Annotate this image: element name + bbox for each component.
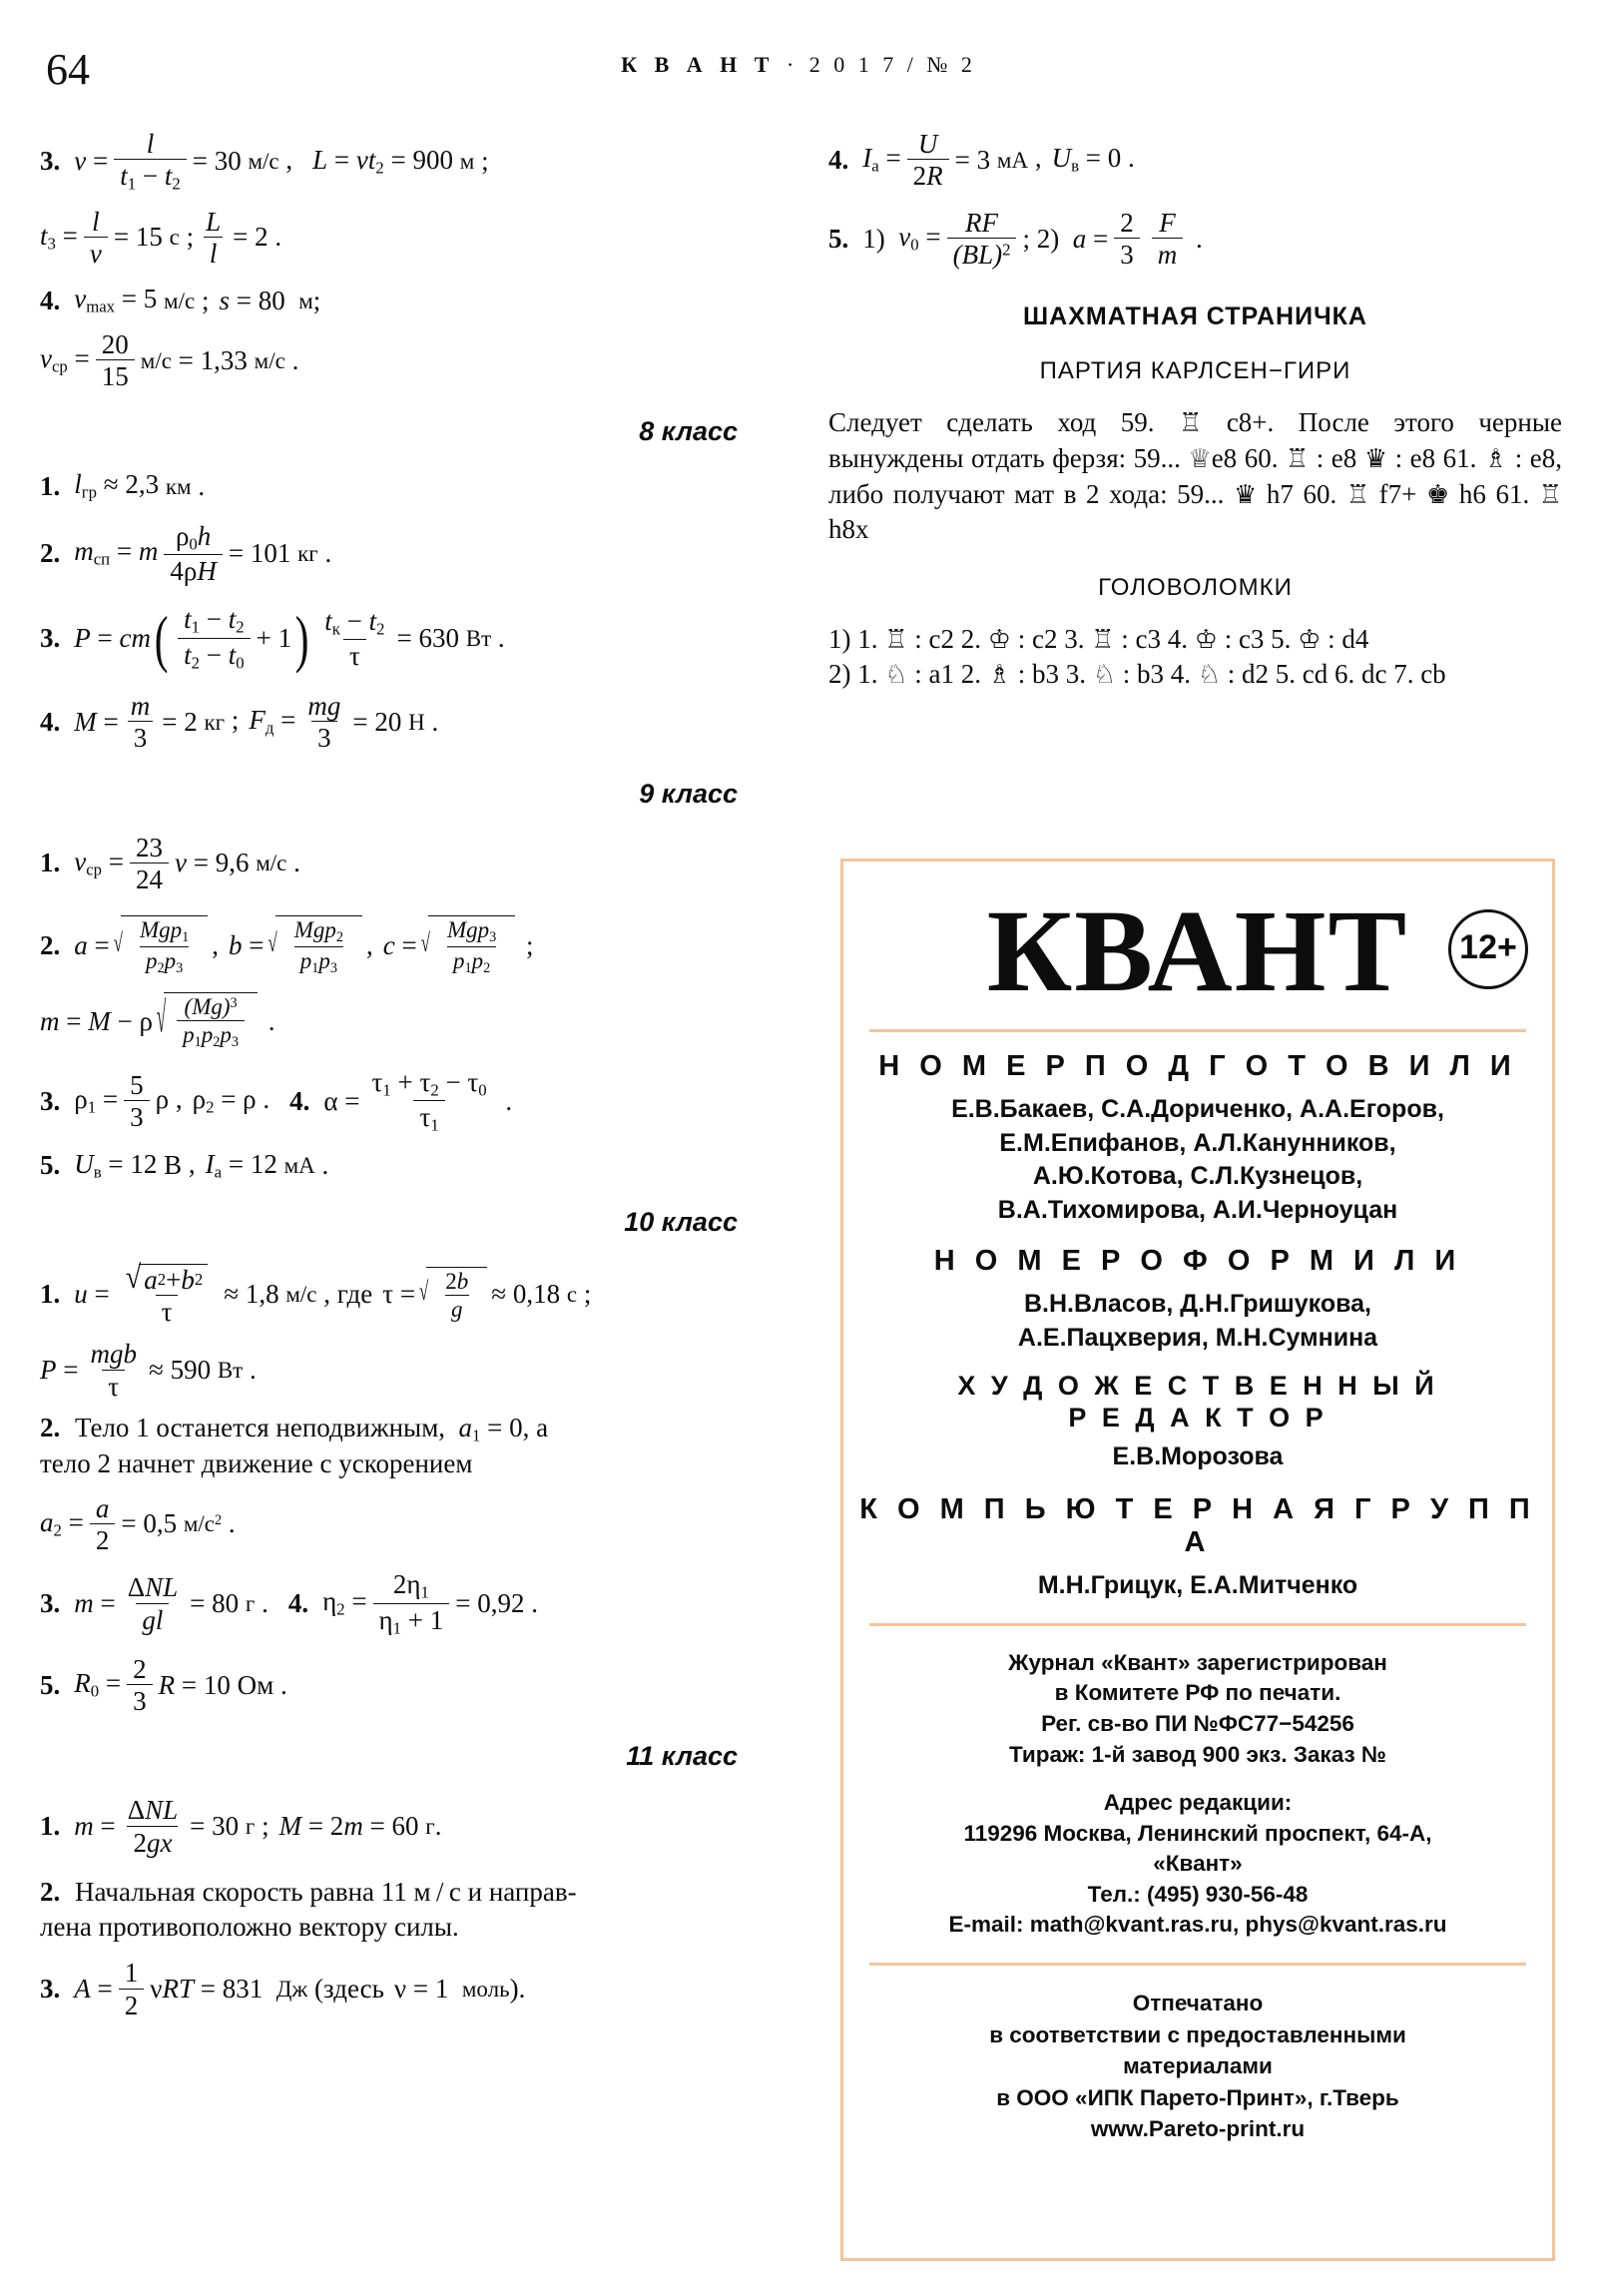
value-Ll: 2 xyxy=(255,222,268,253)
item-number: 1. xyxy=(40,1278,61,1309)
item-number: 2. xyxy=(40,538,61,569)
fraction-numerator: 20 xyxy=(101,328,129,359)
sub-part-2: 2) xyxy=(1036,223,1060,254)
grade10-item-1: 1. u = √ a 2 + b 2 τ ≈ 1,8 м/с , где τ = √ $\frac{2b}{g}$ ≈ 0,18 с ; xyxy=(40,1260,592,1328)
grade9-item-2-cont: m = M − ρ √ $\frac{(Mg)^3}{p_1p_2p_3}$ . xyxy=(40,991,275,1051)
unit-W: Вт xyxy=(217,1358,244,1384)
chess-move-text: 2) 1. xyxy=(828,659,885,690)
fraction-20-over-15 xyxy=(96,330,135,391)
chess-move-text: : c3 5. xyxy=(1217,623,1299,654)
grade10-item-2-formula: $a_2$ = $\frac{a}{2}$ = 0,5 $м/с^2$ . xyxy=(40,1492,236,1555)
grade10-item-3-4: 3. m = $\frac{\text{ΔNL}}{gl}$ = 80 г . 4. $\eta_2$ = $\frac{2\eta_1}{\eta_1 + 1}$ = 0,92 . xyxy=(40,1569,539,1638)
value-v: 30 xyxy=(214,146,242,177)
credit-line: А.Е.Пацхверия, М.Н.Сумнина xyxy=(1017,1323,1378,1352)
fraction-rho0h-over-4rhoH: $\frac{\rho_0h}{4\rho H}$ xyxy=(164,522,222,586)
grade11-item-1: 1. m = $\frac{\text{ΔNL}}{2gx}$ = 30 г ; M = 2m = 60 г . xyxy=(40,1795,442,1858)
credit-line: В.Н.Власов, Д.Н.Гришукова, xyxy=(1024,1290,1371,1318)
value-Uv: 0 xyxy=(1107,143,1122,174)
item-number: 4. xyxy=(289,1085,310,1116)
chess-piece-icon: ♖ xyxy=(884,624,908,655)
legal-line: в Комитете РФ по печати. xyxy=(1054,1680,1341,1706)
chess-piece-icon: ♘ xyxy=(1092,660,1116,691)
chess-move-text: : d2 5. cd 6. dc 7. cb xyxy=(1220,659,1446,690)
chess-piece-icon: ♚ xyxy=(1426,479,1450,510)
chess-piece-icon: ♛ xyxy=(1363,444,1388,475)
chess-move-text: h7 60. xyxy=(1257,478,1346,509)
legal-line: Тираж: 1-й завод 900 экз. Заказ № xyxy=(1008,1741,1387,1767)
art-editor-heading-line2: Р Е Д А К Т О Р xyxy=(1068,1402,1328,1433)
value-vmax: 5 xyxy=(143,284,158,314)
value-M8: 2 xyxy=(184,706,198,737)
unit-ms: м/с xyxy=(140,347,172,373)
value-vsr9: 9,6 xyxy=(215,848,250,878)
logo-text: КВАНТ xyxy=(986,885,1409,1016)
fraction-5-over-3 xyxy=(124,1071,150,1132)
chess-piece-icon: ♗ xyxy=(1483,444,1508,475)
grade8-item-1: 1. $l_{гр} \approx 2,3$ км . xyxy=(40,469,206,503)
age-rating-badge: 12+ xyxy=(1448,909,1528,989)
right-column xyxy=(828,130,1562,693)
answer-item-3-cont: $t_3$ = $\frac{l}{v}$ = 15 с ; $\frac{L}{l}$ = 2 . xyxy=(40,206,282,269)
value-a2: 0,5 xyxy=(143,1508,178,1539)
grade9-item-3-4: 3. $\rho_1$ = $\frac{5}{3}$ ρ , $\rho_2 = \rho$ . 4. α = $\frac{\tau_1 + \tau_2 - \tau_0}{\tau_1}$ . xyxy=(40,1067,513,1136)
item-number: 3. xyxy=(40,623,61,654)
prepared-by-heading: Н О М Е Р П О Д Г О Т О В И Л И xyxy=(878,1050,1517,1082)
value-vsr: 1,33 xyxy=(200,344,248,375)
prepared-by-names xyxy=(857,1093,1538,1227)
chess-piece-icon: ♛ xyxy=(1234,479,1258,510)
value-A11: 831 xyxy=(222,1974,264,2005)
value-t3: 15 xyxy=(135,222,163,253)
address-line: E-mail: math@kvant.ras.ru, phys@kvant.ras.ru xyxy=(948,1912,1447,1938)
magazine-title: К В А Н Т xyxy=(621,52,776,77)
print-line: в ООО «ИПК Парето-Принт», г.Тверь xyxy=(996,2084,1399,2110)
fraction-mg-over-3: $\frac{mg}{3}$ xyxy=(307,690,341,754)
print-line: www.Pareto-print.ru xyxy=(1090,2116,1306,2142)
chess-piece-icon: ♖ xyxy=(1345,479,1370,510)
fraction-l-over-v: $\frac{l}{v}$ xyxy=(84,208,108,269)
fraction-U-over-2R: $\frac{U}{2R}$ xyxy=(907,130,949,191)
fraction-dNL-over-2gx: $\frac{\text{ΔNL}}{2gx}$ xyxy=(127,1795,179,1858)
unit-ms: м/с xyxy=(254,347,285,373)
grade8-item-3: 3. P = cm ( $\frac{t_1 - t_2}{t_2 - t_0}$ + 1 ) $\frac{t_к - t_2}{\tau}$ = 630 Вт . xyxy=(40,602,505,674)
item-number: 3. xyxy=(40,1588,61,1618)
unit-m: м xyxy=(459,149,475,175)
chess-move-text: : c3 4. xyxy=(1114,623,1195,654)
grade8-item-2: 2. $m_{сп} = m$ $\frac{\rho_0h}{4\rho H}$ = 101 кг . xyxy=(40,520,332,586)
value-eta2: 0,92 xyxy=(477,1588,525,1618)
paragraph-text-line2: тело 2 начнет движение с ускорением xyxy=(40,1448,473,1479)
designed-by-heading: Н О М Е Р О Ф О Р М И Л И xyxy=(933,1245,1462,1277)
item-number: 5. xyxy=(40,1150,61,1181)
item-number: 4. xyxy=(40,285,61,315)
paragraph-text-line2: лена противоположно вектору силы. xyxy=(40,1912,459,1943)
item-number: 1. xyxy=(40,471,61,502)
grade11-item-3: 3. A = $\frac{1}{2}$ νRT = 831 Дж (здесь ν = 1 моль ). xyxy=(40,1958,526,2020)
fraction-mgb-over-tau: $\frac{\text{mgb}}{\tau}$ xyxy=(90,1339,137,1402)
value-P10: 590 xyxy=(170,1355,212,1386)
value-R0: 10 xyxy=(203,1669,231,1700)
chess-piece-icon: ♖ xyxy=(1179,408,1203,439)
credit-line: Е.М.Епифанов, А.Л.Канунников, xyxy=(999,1128,1396,1157)
grade9-item-1: 1. $v_{ср}$ = $\frac{23}{24}$ v = 9,6 м/с . xyxy=(40,832,300,894)
answer-item-5-right: 5. 1) $v_0$ = $\frac{RF}{(BL)^2}$ ; 2) a = $\frac{2}{3}$ $\frac{F}{m}$ . xyxy=(828,207,1203,271)
divider-rule-2 xyxy=(869,1623,1526,1626)
fraction-denominator: 2 xyxy=(119,1989,145,2019)
fraction-F-over-m: $\frac{F}{m}$ xyxy=(1152,209,1184,270)
fraction-denominator: 24 xyxy=(130,862,169,893)
fraction-2-over-3 xyxy=(127,1655,153,1716)
item-number: 3. xyxy=(40,146,61,177)
fraction-L-over-l: $\frac{L}{l}$ xyxy=(200,208,227,269)
value-tau: 0,18 xyxy=(512,1278,561,1309)
chess-move-text: : c2 3. xyxy=(1010,623,1092,654)
chess-move-text: : a1 2. xyxy=(907,659,988,690)
fraction-tk-t2-over-tau: $\frac{t_к - t_2}{\tau}$ xyxy=(324,605,385,672)
value-u: 1,8 xyxy=(245,1278,279,1309)
fraction-denominator: 3 xyxy=(1114,238,1140,269)
chess-move-text: f7+ xyxy=(1369,478,1426,509)
value-U: 12 xyxy=(130,1148,158,1179)
radical-a: √ $\frac{Mgp_1}{p_2p_3}$ xyxy=(114,915,209,976)
chess-move-text: : e8 61. xyxy=(1387,443,1484,474)
item-number: 4. xyxy=(828,144,849,175)
unit-g: г xyxy=(245,1814,256,1840)
art-editor-name: Е.В.Морозова xyxy=(1112,1441,1284,1470)
fraction-denominator: 3 xyxy=(127,1684,153,1715)
paragraph-text: Тело 1 останется неподвижным, xyxy=(75,1413,446,1443)
chess-piece-icon: ♖ xyxy=(1538,479,1563,510)
chess-move-text: : b3 3. xyxy=(1010,659,1093,690)
page-number: 64 xyxy=(46,45,90,94)
item-number: 3. xyxy=(40,1085,61,1116)
grade8-item-4: 4. M = $\frac{m}{3}$ = 2 кг ; $F_д$ = $\frac{mg}{3}$ = 20 Н . xyxy=(40,690,439,754)
chess-move-text: Следует сделать ход 59. xyxy=(828,407,1180,438)
kvant-logo xyxy=(843,861,1552,1023)
computer-group-names: М.Н.Грицук, Е.А.Митченко xyxy=(1037,1571,1358,1600)
grade9-item-5: 5. $U_в = 12$ В , $I_а = 12$ мА . xyxy=(40,1148,329,1182)
fraction-23-over-24 xyxy=(130,834,169,894)
item-number: 4. xyxy=(287,1588,309,1618)
unit-ms: м/с xyxy=(248,149,279,175)
item-number: 2. xyxy=(40,930,61,961)
radical-Mg-cubed: √ $\frac{(Mg)^3}{p_1p_2p_3}$ xyxy=(157,992,258,1050)
fraction-numerator: 2 xyxy=(133,1653,147,1684)
item-number: 2. xyxy=(40,1877,61,1908)
answer-item-4-cont: $v_{ср}$ = $\frac{20}{15}$ м/с = 1,33 м/с . xyxy=(40,328,299,392)
chess-move-text: c8+. После этого черные вынуждены отдать ферзя: 59... xyxy=(828,407,1562,474)
printing-information xyxy=(859,1988,1536,2145)
grade10-item-2-paragraph: 2. Тело 1 останется неподвижным, $a_1 = 0$, а тело 2 начнет движение с ускорением xyxy=(40,1413,549,1479)
value-Ia: 3 xyxy=(976,144,991,175)
big-parenthesis-group: ( $\frac{t_1 - t_2}{t_2 - t_0}$ + 1 ) xyxy=(154,602,309,674)
answer-item-4-right: 4. $I_а$ = $\frac{U}{2R}$ = 3 мА , $U_в = 0$ . xyxy=(828,129,1135,192)
value-Fd: 20 xyxy=(374,706,402,737)
unit-km: км xyxy=(165,474,192,500)
runhead-separator: · xyxy=(786,52,798,77)
fraction-2eta1-over-eta1-plus-1: $\frac{2\eta_1}{\eta_1 + 1}$ xyxy=(373,1570,450,1636)
grade10-item-5: 5. $R_0$ = $\frac{2}{3}$ R = 10 Ом . xyxy=(40,1653,287,1717)
chess-move-text: : e8 xyxy=(1309,443,1364,474)
fraction-denominator: 15 xyxy=(96,359,135,390)
chess-piece-icon: ♖ xyxy=(1091,624,1115,655)
credit-line: В.А.Тихомирова, А.И.Черноуцан xyxy=(997,1195,1398,1224)
fraction-l-over-t1-t2: $\frac{l}{t_1 - t_2}$ xyxy=(114,130,187,194)
running-head xyxy=(0,52,1597,78)
chess-piece-icon: ♖ xyxy=(1286,444,1310,475)
radical-c: √ $\frac{Mgp_3}{p_1p_2}$ xyxy=(421,915,516,976)
paragraph-text-line1: Начальная скорость равна 11 м / с и направ- xyxy=(75,1877,577,1908)
value-m10: 80 xyxy=(212,1588,240,1618)
colophon-box xyxy=(840,859,1555,2261)
item-number: 5. xyxy=(40,1669,61,1700)
legal-line: Рег. св-во ПИ №ФС77−54256 xyxy=(1041,1710,1354,1736)
chess-move-text: h8x xyxy=(828,514,869,545)
item-number: 1. xyxy=(40,848,61,878)
fraction-t1t2-over-t2t0: $\frac{t_1 - t_2}{t_2 - t_0}$ xyxy=(178,605,251,671)
chess-piece-icon: ♕ xyxy=(1188,444,1212,475)
address-line: «Квант» xyxy=(1153,1851,1243,1877)
art-editor-heading-line1: Х У Д О Ж Е С Т В Е Н Н Ы Й xyxy=(957,1371,1438,1401)
fraction-2-over-3-right xyxy=(1114,209,1140,270)
unit-mA: мА xyxy=(283,1153,315,1179)
fraction-RF-over-BL2: $\frac{RF}{(BL)^2}$ xyxy=(947,209,1017,270)
address-line: 119296 Москва, Ленинский проспект, 64-А, xyxy=(963,1820,1432,1846)
issue-label: 2 0 1 7 / № 2 xyxy=(808,52,976,77)
value-m11: 30 xyxy=(212,1811,240,1842)
chess-piece-icon: ♔ xyxy=(987,624,1011,655)
chess-move-text: : d4 xyxy=(1321,623,1369,654)
fraction-1-over-2 xyxy=(119,1959,145,2019)
value-I: 12 xyxy=(250,1148,277,1179)
unit-W: Вт xyxy=(465,626,492,652)
unit-ms: м/с xyxy=(256,851,287,876)
fraction-m-over-3: $\frac{m}{3}$ xyxy=(125,692,157,753)
unit-ms: м/с xyxy=(285,1281,317,1307)
chess-piece-icon: ♔ xyxy=(1194,624,1218,655)
unit-m: м xyxy=(298,287,313,313)
grade11-item-2-paragraph xyxy=(40,1875,774,1945)
legal-information xyxy=(859,1648,1536,1770)
puzzle-solution-2 xyxy=(828,657,1562,693)
unit-N: Н xyxy=(408,709,425,735)
fraction-numerator: 5 xyxy=(130,1070,144,1101)
unit-mol: моль xyxy=(461,1977,510,2003)
chess-analysis-text xyxy=(828,405,1562,547)
grade10-item-1-cont: P = $\frac{\text{mgb}}{\tau}$ ≈ 590 Вт . xyxy=(40,1339,257,1402)
item-number: 3. xyxy=(40,1974,61,2005)
credit-line: А.Ю.Котова, С.Л.Кузнецов, xyxy=(1032,1162,1363,1190)
unit-g: г xyxy=(425,1814,435,1840)
item-number: 4. xyxy=(40,706,61,737)
answer-item-4: 4. $v_{max} = 5$ м/с ; s = 80 м ; xyxy=(40,284,321,316)
unit-kg: кг xyxy=(297,541,318,567)
unit-s: с xyxy=(169,225,180,251)
grade-heading-9: 9 класс xyxy=(639,778,738,809)
unit-mA: мА xyxy=(996,147,1029,173)
value-msp: 101 xyxy=(250,538,291,569)
print-line: материалами xyxy=(1123,2053,1273,2079)
grade-heading-11: 11 класс xyxy=(626,1741,738,1772)
radical-a2-b2: √ a 2 + b 2 xyxy=(126,1264,209,1294)
chess-game-subtitle: ПАРТИЯ КАРЛСЕН−ГИРИ xyxy=(1039,357,1351,385)
computer-group-heading: К О М П Ь Ю Т Е Р Н А Я Г Р У П П А xyxy=(859,1493,1536,1559)
designed-by-names xyxy=(857,1288,1538,1355)
chess-section-title: ШАХМАТНАЯ СТРАНИЧКА xyxy=(1023,302,1367,331)
credit-line: Е.В.Бакаев, С.А.Дориченко, А.А.Егоров, xyxy=(951,1095,1444,1123)
item-number: 5. xyxy=(828,223,849,254)
fraction-a-over-2: $\frac{a}{2}$ xyxy=(90,1494,116,1555)
chess-piece-icon: ♗ xyxy=(987,660,1011,691)
unit-kg: кг xyxy=(204,709,226,735)
fraction-numerator: 1 xyxy=(124,1958,139,1989)
value-L: 900 xyxy=(412,144,453,175)
chess-move-text: : b3 4. xyxy=(1115,659,1198,690)
paragraph-text-tail: , а xyxy=(522,1413,549,1443)
page-header xyxy=(0,38,1597,98)
item-number: 2. xyxy=(40,1413,61,1443)
fraction-sqrt-over-tau: √ a 2 + b 2 τ xyxy=(116,1262,219,1326)
editorial-address xyxy=(859,1819,1536,1941)
chess-piece-icon: ♔ xyxy=(1298,624,1322,655)
item-number: 1. xyxy=(40,1811,61,1842)
chess-piece-icon: ♘ xyxy=(884,660,908,691)
unit-ms: м/с xyxy=(164,287,196,313)
address-heading: Адрес редакции: xyxy=(1103,1790,1293,1816)
address-line: Тел.: (495) 930-56-48 xyxy=(1087,1881,1309,1907)
fraction-numerator: 23 xyxy=(136,832,164,862)
left-column xyxy=(40,130,774,2027)
puzzle-solution-1 xyxy=(828,622,1562,658)
radical-b: √ $\frac{Mgp_2}{p_1p_3}$ xyxy=(267,915,362,976)
unit-V: В xyxy=(164,1150,183,1181)
fraction-numerator: 2 xyxy=(1120,207,1134,238)
grade-heading-10: 10 класс xyxy=(624,1207,738,1238)
chess-move-text: : e8, либо получают мат в 2 хода: 59... xyxy=(828,443,1562,509)
divider-rule xyxy=(869,1029,1526,1032)
sub-part-1: 1) xyxy=(862,223,885,254)
unit-ohm: Ом xyxy=(237,1669,274,1700)
value-M11: 60 xyxy=(391,1811,419,1842)
chess-move-text: h6 61. xyxy=(1449,478,1539,509)
unit-s: с xyxy=(566,1281,578,1307)
legal-line: Журнал «Квант» зарегистрирован xyxy=(1008,1649,1387,1675)
grade9-item-2: 2. a = √ $\frac{Mgp_1}{p_2p_3}$ , b = √ $\frac{Mgp_2}{p_1p_3}$ , c = √ $\frac{Mgp_3}{p_1p_2}$ ; xyxy=(40,917,534,977)
chess-move-text: 1) 1. xyxy=(828,623,885,654)
radical-2b-over-g: √ $\frac{2b}{g}$ xyxy=(419,1267,487,1322)
value-lgr: 2,3 xyxy=(125,469,160,500)
chess-move-text: e8 60. xyxy=(1211,443,1286,474)
grade-heading-8: 8 класс xyxy=(639,416,738,447)
unit-g: г xyxy=(245,1591,256,1616)
puzzles-title: ГОЛОВОЛОМКИ xyxy=(1098,573,1293,601)
fraction-denominator: 3 xyxy=(124,1100,150,1131)
chess-piece-icon: ♘ xyxy=(1197,660,1221,691)
value-nu: 1 xyxy=(434,1974,449,2005)
fraction-tau-sum-over-tau1: $\frac{\tau_1 + \tau_2 - \tau_0}{\tau_1}$ xyxy=(371,1067,487,1136)
art-editor-heading xyxy=(843,1371,1552,1435)
fraction-dNL-over-gl: $\frac{\text{ΔNL}}{gl}$ xyxy=(127,1572,179,1635)
answer-item-3: 3. v = $\frac{l}{t_1 - t_2}$ = 30 м/с , $L = vt_2 = 900$ м ; xyxy=(40,129,489,195)
print-line: Отпечатано xyxy=(1132,1991,1264,2016)
print-line: в соответствии с предоставленными xyxy=(989,2021,1406,2047)
chess-move-text: : c2 2. xyxy=(907,623,988,654)
value-s: 80 xyxy=(258,285,285,315)
value-P8: 630 xyxy=(418,623,460,654)
unit-J: Дж xyxy=(275,1977,308,2003)
divider-rule-3 xyxy=(869,1963,1526,1966)
